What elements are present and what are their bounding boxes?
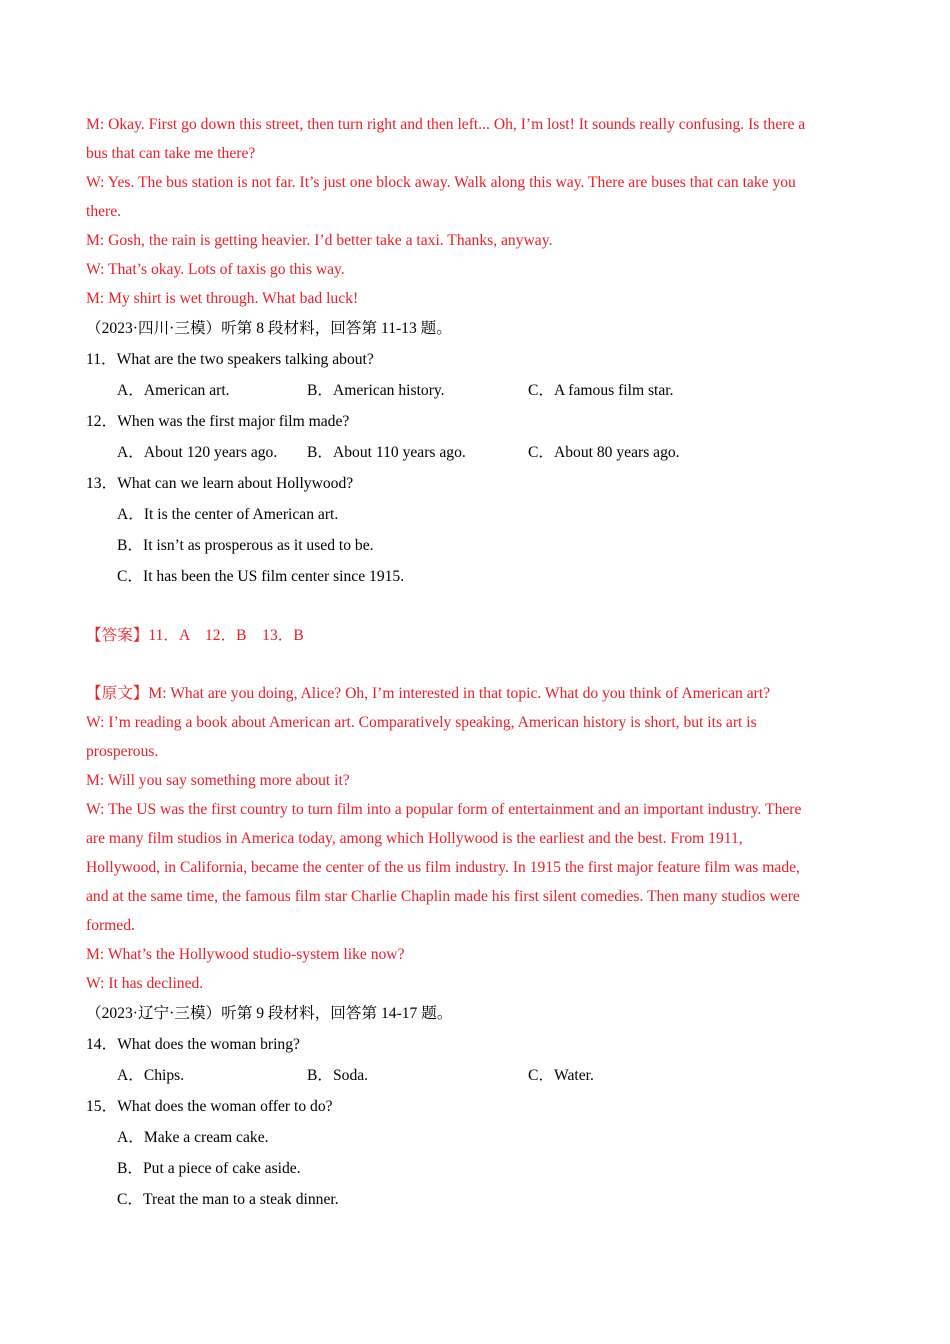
question-13: 13．What can we learn about Hollywood? xyxy=(86,475,354,492)
dialogue-line: M: Okay. First go down this street, then turn right and then left... Oh, I’m lost! It sounds really confusing. Is there a xyxy=(86,116,806,133)
option-a: A．About 120 years ago. xyxy=(117,444,278,461)
transcript-line: W: It has declined. xyxy=(86,975,204,992)
option-b: B．It isn’t as prosperous as it used to be. xyxy=(117,537,374,554)
dialogue-line: W: That’s okay. Lots of taxis go this way. xyxy=(86,261,345,278)
transcript-line: are many film studios in America today, among which Hollywood is the earliest and the best. From 1911, xyxy=(86,830,743,847)
question-11: 11．What are the two speakers talking about? xyxy=(86,351,374,368)
transcript-line: M: What’s the Hollywood studio-system like now? xyxy=(86,946,405,963)
option-a: A．American art. xyxy=(117,382,230,399)
document-content xyxy=(86,110,866,1215)
options-11 xyxy=(86,375,866,406)
transcript-line: prosperous. xyxy=(86,743,159,760)
options-14 xyxy=(86,1060,866,1091)
option-b: B．Soda. xyxy=(307,1067,369,1084)
option-a: A．Make a cream cake. xyxy=(117,1129,269,1146)
dialogue-line: W: Yes. The bus station is not far. It’s just one block away. Walk along this way. There are buses that can take you xyxy=(86,174,796,191)
transcript-line: M: Will you say something more about it? xyxy=(86,772,350,789)
option-c: C．It has been the US film center since 1915. xyxy=(117,568,405,585)
dialogue-line: there. xyxy=(86,203,122,220)
option-b: B．American history. xyxy=(307,382,445,399)
option-c: C．Water. xyxy=(528,1067,594,1084)
transcript-line: W: I’m reading a book about American art. Comparatively speaking, American history is short, but its art is xyxy=(86,714,757,731)
dialogue-line: M: My shirt is wet through. What bad luck! xyxy=(86,290,359,307)
transcript-line: 【原文】M: What are you doing, Alice? Oh, I’m interested in that topic. What do you think of American art? xyxy=(86,685,771,702)
transcript-line: and at the same time, the famous film star Charlie Chaplin made his first silent comedies. Then many studios were xyxy=(86,888,800,905)
transcript-line: formed. xyxy=(86,917,135,934)
option-c: C．A famous film star. xyxy=(528,382,674,399)
dialogue-line: M: Gosh, the rain is getting heavier. I’d better take a taxi. Thanks, anyway. xyxy=(86,232,553,249)
section-header: （2023·四川·三模）听第 8 段材料，回答第 11-13 题。 xyxy=(86,320,452,337)
options-12 xyxy=(86,437,866,468)
transcript-line: Hollywood, in California, became the center of the us film industry. In 1915 the first major feature film was made, xyxy=(86,859,800,876)
option-b: B．Put a piece of cake aside. xyxy=(117,1160,301,1177)
option-a: A．It is the center of American art. xyxy=(117,506,339,523)
transcript-line: W: The US was the first country to turn film into a popular form of entertainment and an important industry. There xyxy=(86,801,802,818)
section-header: （2023·辽宁·三模）听第 9 段材料，回答第 14-17 题。 xyxy=(86,1005,453,1022)
question-12: 12．When was the first major film made? xyxy=(86,413,350,430)
question-14: 14．What does the woman bring? xyxy=(86,1036,300,1053)
option-c: C．Treat the man to a steak dinner. xyxy=(117,1191,339,1208)
option-b: B．About 110 years ago. xyxy=(307,444,466,461)
option-c: C．About 80 years ago. xyxy=(528,444,680,461)
answer-line: 【答案】11．A 12．B 13．B xyxy=(86,627,304,644)
dialogue-line: bus that can take me there? xyxy=(86,145,256,162)
option-a: A．Chips. xyxy=(117,1067,185,1084)
question-15: 15．What does the woman offer to do? xyxy=(86,1098,333,1115)
